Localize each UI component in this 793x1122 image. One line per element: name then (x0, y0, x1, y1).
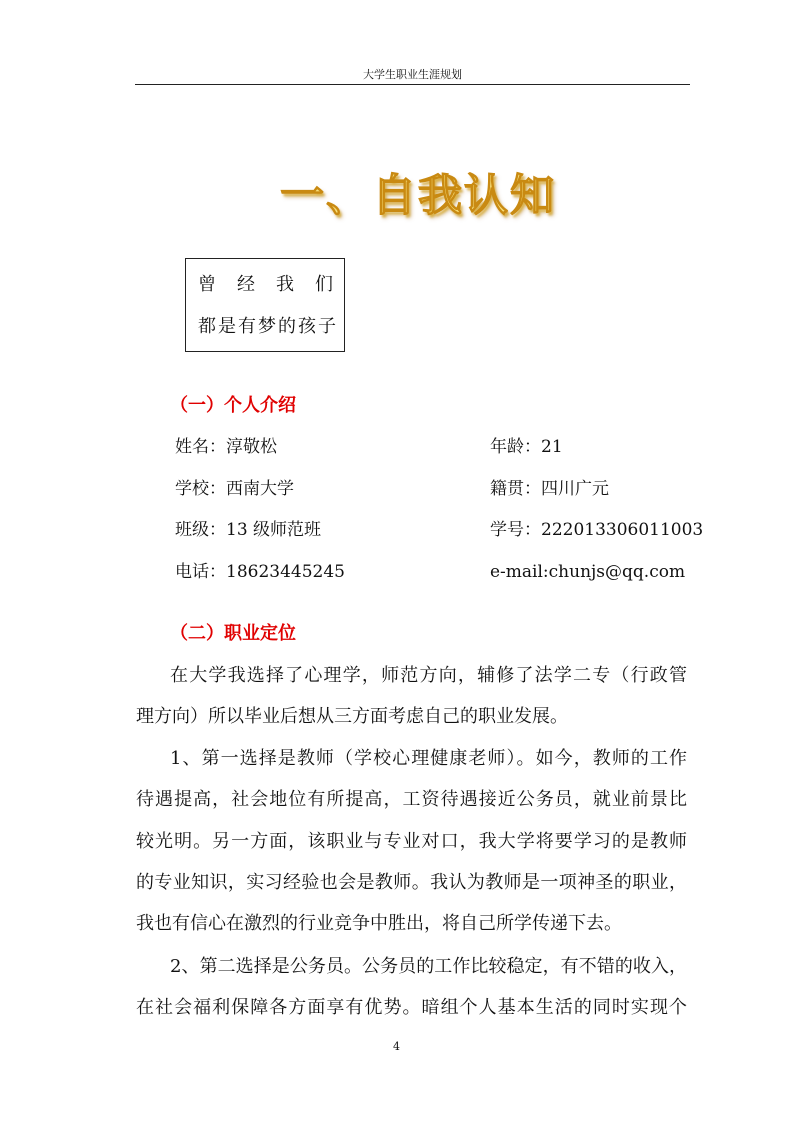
paragraph-line: 2、第二选择是公务员。公务员的工作比较稳定，有不错的收入， (170, 956, 687, 977)
paragraph-line: 待遇提高，社会地位有所提高，工资待遇接近公务员，就业前景比 (136, 789, 687, 810)
quote-line-1: 曾经我们 (198, 274, 354, 295)
paragraph-line: 较光明。另一方面，该职业与专业对口，我大学将要学习的是教师 (136, 831, 687, 852)
info-school: 学校：西南大学 (175, 479, 294, 499)
info-age: 年龄：21 (490, 437, 563, 457)
paragraph-line: 理方向）所以毕业后想从三方面考虑自己的职业发展。 (136, 706, 568, 727)
page-number: 4 (393, 1040, 400, 1053)
paragraph-line: 的专业知识，实习经验也会是教师。我认为教师是一项神圣的职业， (136, 872, 687, 893)
header-divider (135, 84, 690, 85)
paragraph-line: 在大学我选择了心理学，师范方向，辅修了法学二专（行政管 (170, 665, 687, 686)
quote-box (185, 258, 354, 352)
page-header-title: 大学生职业生涯规划 (363, 68, 462, 81)
quote-line-2: 都是有梦的孩子 (198, 316, 338, 337)
section-heading-personal-intro: （一）个人介绍 (170, 395, 296, 416)
section-heading-career-positioning: （二）职业定位 (170, 623, 296, 644)
info-email: e-mail:chunjs@qq.com (490, 562, 686, 582)
chapter-title: 一、自我认知 (280, 170, 556, 221)
paragraph-line: 在社会福利保障各方面享有优势。暗组个人基本生活的同时实现个 (136, 997, 687, 1018)
info-name: 姓名：淳敬松 (175, 437, 277, 457)
paragraph-line: 我也有信心在激烈的行业竞争中胜出，将自己所学传递下去。 (136, 913, 622, 934)
info-phone: 电话：18623445245 (175, 562, 345, 582)
paragraph-line: 1、第一选择是教师（学校心理健康老师）。如今，教师的工作 (170, 748, 687, 769)
info-hometown: 籍贯：四川广元 (490, 479, 609, 499)
info-student-id: 学号：222013306011003 (490, 520, 704, 540)
info-class: 班级：13 级师范班 (175, 520, 322, 540)
